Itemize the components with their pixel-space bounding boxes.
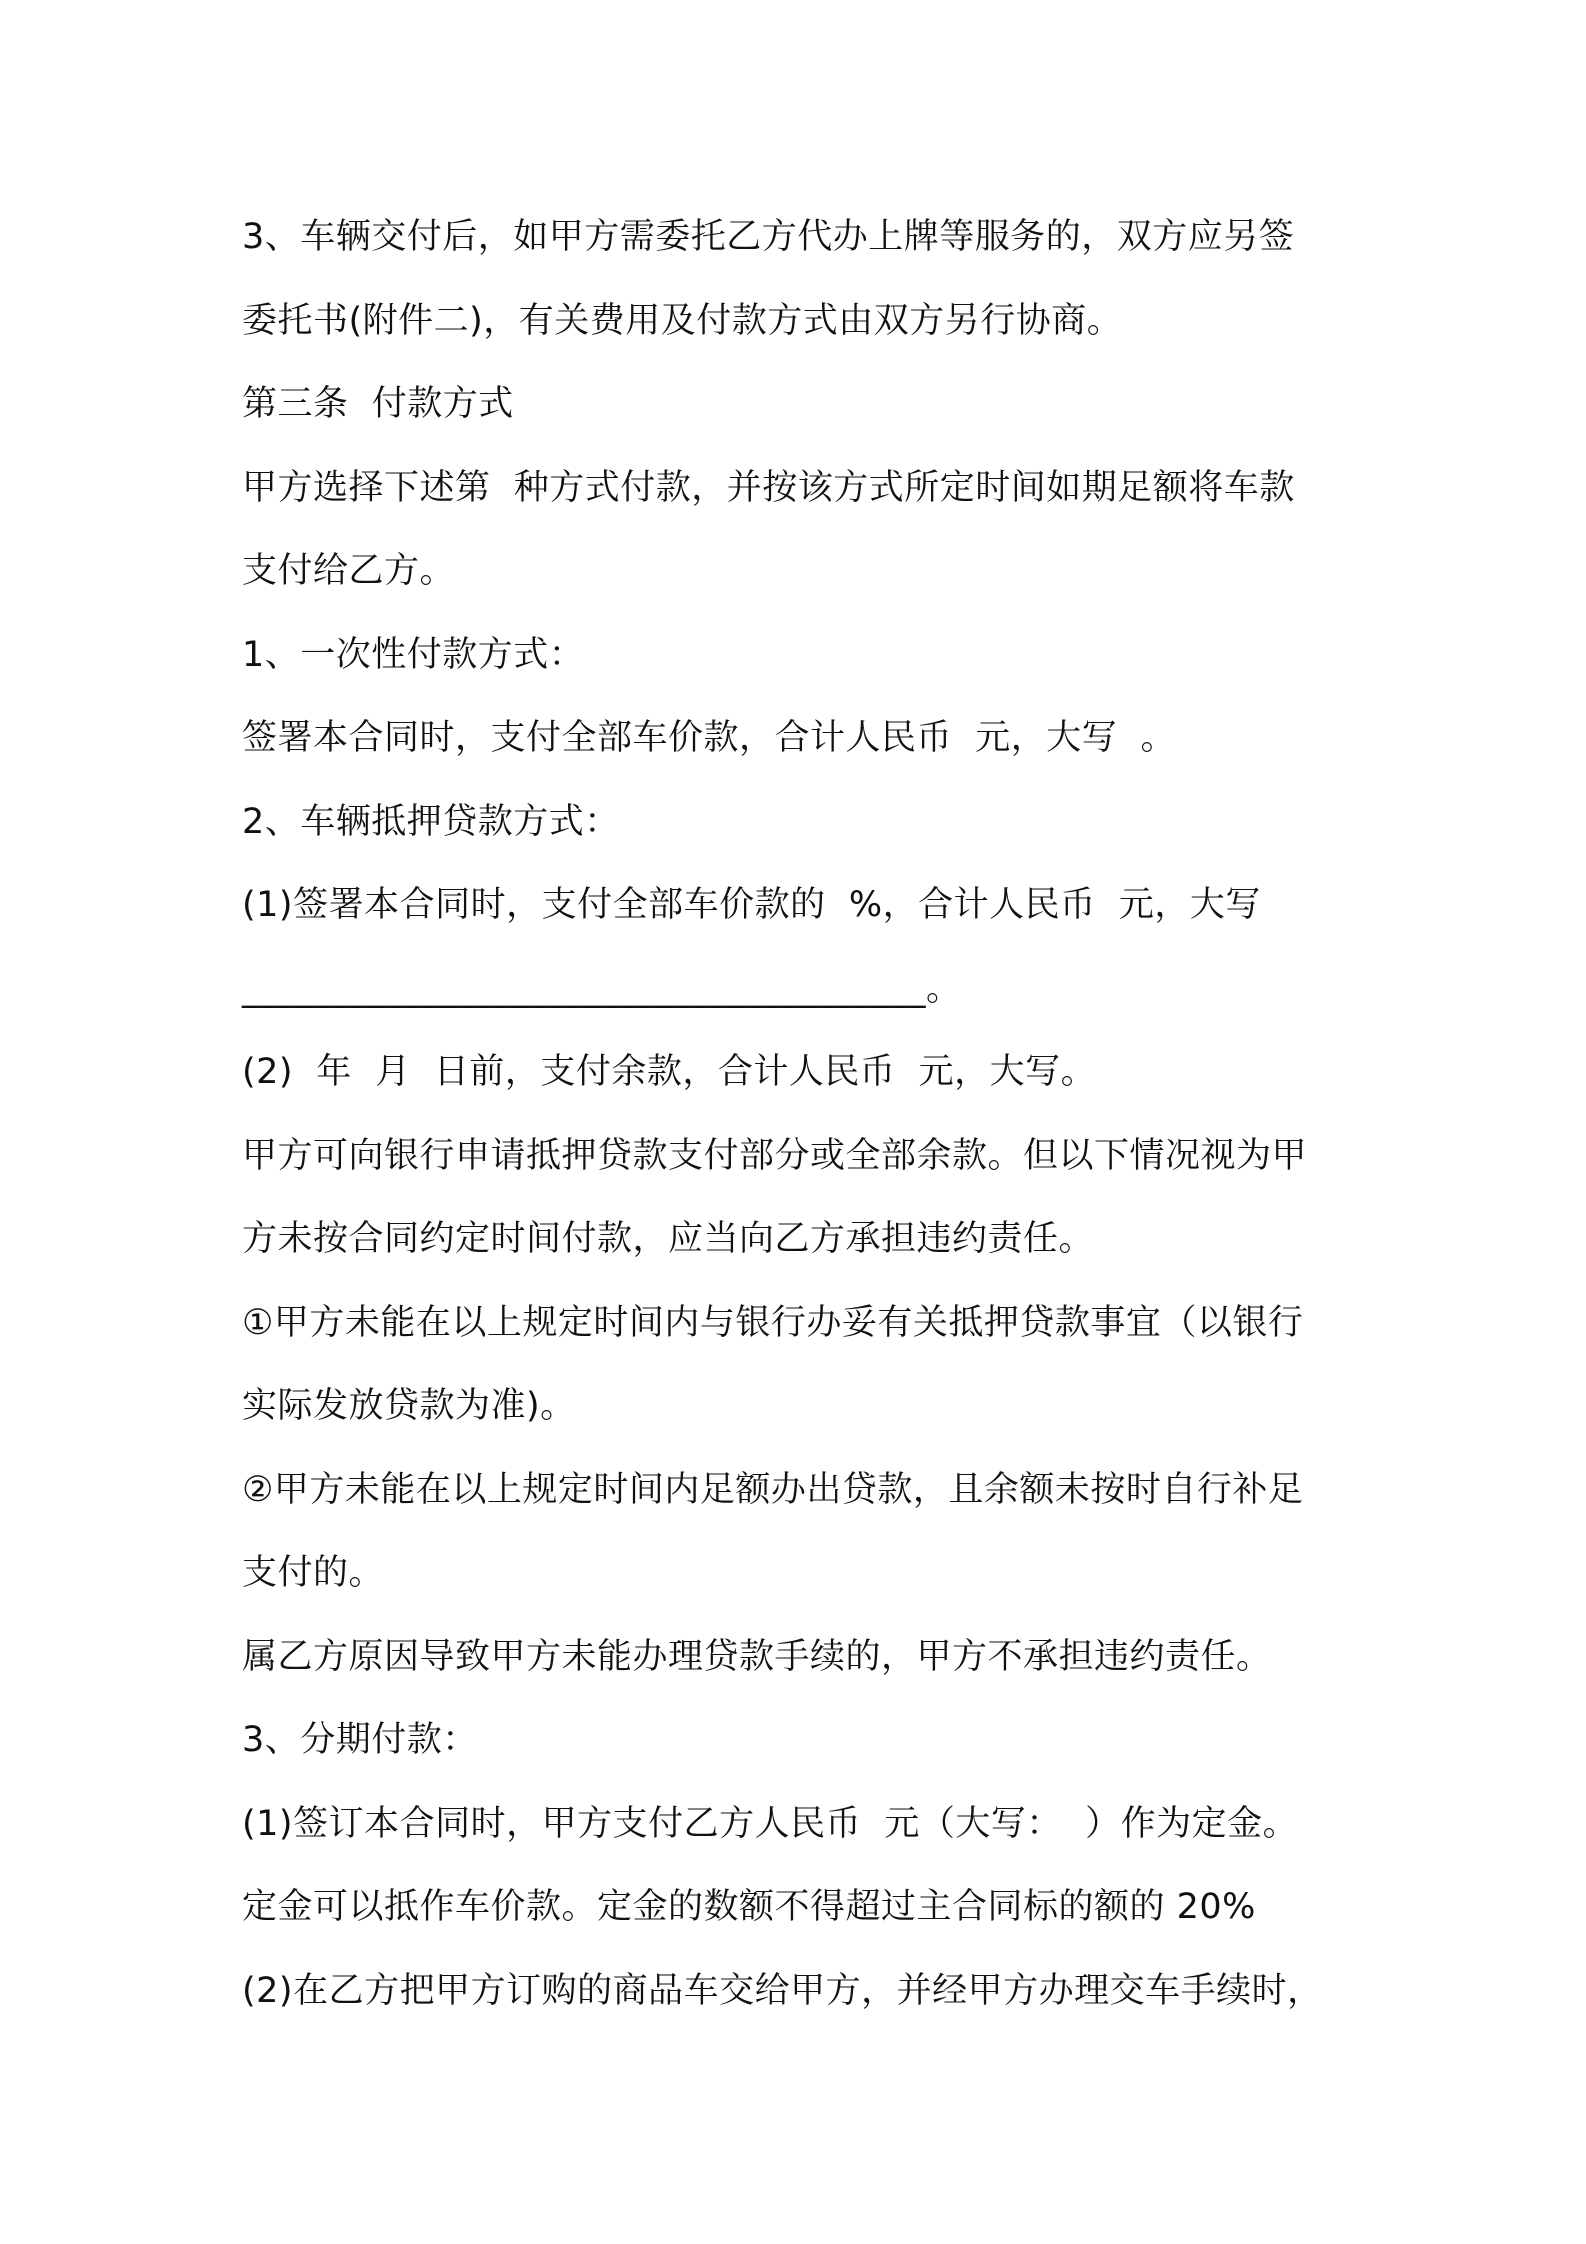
- list-item-heading: 2、车辆抵押贷款方式：: [242, 801, 620, 842]
- paragraph-line: (2)在乙方把甲方订购的商品车交给甲方，并经甲方办理交车手续时，: [242, 1970, 1323, 2011]
- paragraph-line: 定金可以抵作车价款。定金的数额不得超过主合同标的额的 20%: [242, 1887, 1256, 1927]
- paragraph-line: 支付给乙方。: [242, 551, 456, 591]
- paragraph-line: 甲方可向银行申请抵押贷款支付部分或全部余款。但以下情况视为甲: [242, 1135, 1308, 1176]
- document-body: [242, 196, 1362, 2033]
- paragraph-line: (1)签订本合同时，甲方支付乙方人民币 元（大写： ）作为定金。: [242, 1803, 1299, 1844]
- paragraph-line: 方未按合同约定时间付款，应当向乙方承担违约责任。: [242, 1219, 1095, 1259]
- paragraph-line: 属乙方原因导致甲方未能办理贷款手续的，甲方不承担违约责任。: [242, 1636, 1272, 1677]
- section-heading: 第三条 付款方式: [242, 384, 514, 424]
- paragraph-line: 签署本合同时，支付全部车价款，合计人民币 元，大写 。: [242, 718, 1177, 758]
- paragraph-line: 3、车辆交付后，如甲方需委托乙方代办上牌等服务的，双方应另签: [242, 217, 1295, 257]
- paragraph-line: ②甲方未能在以上规定时间内足额办出贷款，且余额未按时自行补足: [242, 1469, 1304, 1510]
- paragraph-line: (1)签署本合同时，支付全部车价款的 %，合计人民币 元，大写: [242, 885, 1261, 925]
- list-item-heading: 3、分期付款：: [242, 1720, 478, 1760]
- paragraph-line: 支付的。: [242, 1553, 385, 1593]
- paragraph-line: 实际发放贷款为准)。: [242, 1386, 576, 1426]
- paragraph-line: (2) 年 月 日前，支付余款，合计人民币 元，大写。: [242, 1052, 1097, 1092]
- paragraph-line: ①甲方未能在以上规定时间内与银行办妥有关抵押贷款事宜（以银行: [242, 1302, 1304, 1343]
- paragraph-line: 甲方选择下述第 种方式付款，并按该方式所定时间如期足额将车款: [242, 467, 1295, 508]
- fill-in-blank-line: ______________________________________。: [242, 968, 962, 1009]
- list-item-heading: 1、一次性付款方式：: [242, 634, 585, 675]
- paragraph-line: 委托书(附件二)，有关费用及付款方式由双方另行协商。: [242, 300, 1123, 341]
